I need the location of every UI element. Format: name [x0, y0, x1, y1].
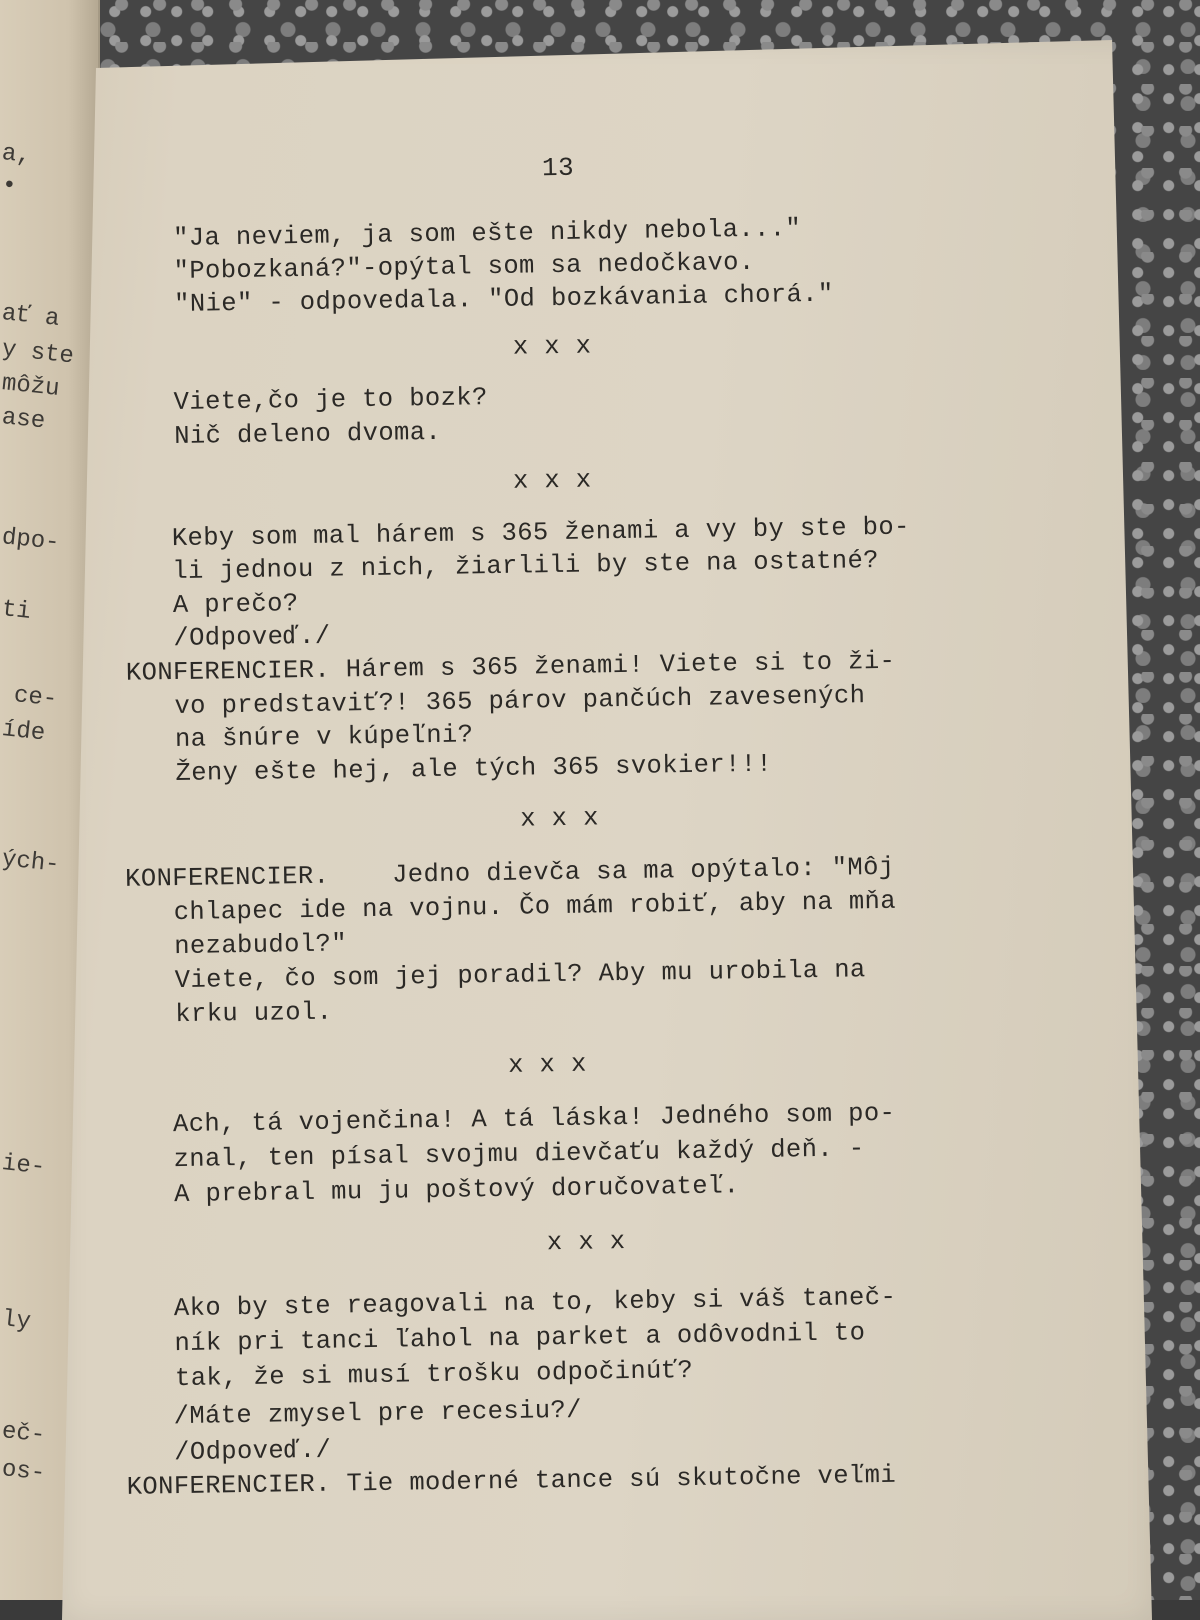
text-line: A prebral mu ju poštový doručovateľ.	[173, 1171, 740, 1210]
text-line: Ach, tá vojenčina! A tá láska! Jedného som po-	[172, 1098, 896, 1140]
left-page-fragment: íde	[0, 716, 47, 748]
text-line: vo predstaviť?! 365 párov pančúch zavesených	[174, 681, 866, 722]
text-line: na šnúre v kúpeľni?	[174, 720, 474, 755]
text-line: /Odpoveď./	[173, 1435, 332, 1468]
left-page-fragment: os-	[0, 1456, 47, 1488]
left-page-fragment: ce-	[12, 682, 59, 714]
left-page-fragment: ly	[0, 1306, 33, 1336]
text-line: znal, ten písal svojmu dievčaťu každý deň. -	[173, 1134, 865, 1175]
text-line: krku uzol.	[175, 997, 333, 1030]
text-line: tak, že si musí trošku odpočinúť?	[174, 1355, 694, 1394]
left-page-fragment: ti	[0, 596, 33, 626]
text-line: Keby som mal hárem s 365 ženami a vy by ste bo-	[171, 512, 911, 554]
text-line: /Máte zmysel pre recesiu?/	[173, 1395, 583, 1432]
page-number: 13	[541, 152, 575, 184]
section-separator: x x x	[512, 331, 592, 362]
text-line: li jednou z nich, žiarlili by ste na ostatné?	[172, 545, 880, 587]
left-page-fragment: •	[0, 172, 18, 201]
speaker-line: KONFERENCIER. Hárem s 365 ženami! Viete si to ži-	[125, 646, 896, 688]
left-page-fragment: ie-	[0, 1150, 47, 1182]
text-line: Viete, čo som jej poradil? Aby mu urobila na	[174, 955, 866, 996]
text-line: chlapec ide na vojnu. Čo mám robiť, aby na mňa	[173, 886, 897, 928]
text-line: Ako by ste reagovali na to, keby si váš taneč-	[173, 1282, 897, 1324]
text-line: "Pobozkaná?"-opýtal som sa nedočkavo.	[173, 247, 755, 287]
text-line: nezabudol?"	[174, 929, 348, 962]
section-separator: x x x	[546, 1227, 626, 1258]
text-line: ník pri tanci ľahol na parket a odôvodnil to	[174, 1318, 866, 1359]
left-page-fragment: y ste	[0, 336, 76, 371]
text-line: Ženy ešte hej, ale tých 365 svokier!!!	[175, 749, 773, 789]
left-page-fragment: eč-	[0, 1418, 47, 1450]
left-page-fragment: dpo-	[0, 524, 61, 557]
left-page-fragment: ať a	[0, 300, 61, 333]
text-line: "Nie" - odpovedala. "Od bozkávania chorá."	[173, 279, 834, 319]
section-separator: x x x	[512, 465, 592, 496]
text-line: /Odpoveď./	[173, 621, 331, 654]
left-page-fragment: môžu	[0, 370, 61, 403]
section-separator: x x x	[520, 803, 600, 834]
text-line: A prečo?	[172, 589, 299, 621]
text-line: Viete,čo je to bozk?	[173, 383, 488, 418]
left-page-fragment: a,	[0, 140, 33, 170]
speaker-line: KONFERENCIER. Jedno dievča sa ma opýtalo: "Môj	[124, 852, 895, 894]
left-page-fragment: ých-	[0, 846, 61, 879]
section-separator: x x x	[507, 1049, 587, 1080]
left-page-fragment: ase	[0, 404, 47, 436]
text-line: Nič deleno dvoma.	[174, 417, 442, 452]
text-line: "Ja neviem, ja som ešte nikdy nebola..."	[172, 214, 802, 254]
speaker-line: KONFERENCIER. Tie moderné tance sú skutočne veľmi	[126, 1460, 897, 1502]
